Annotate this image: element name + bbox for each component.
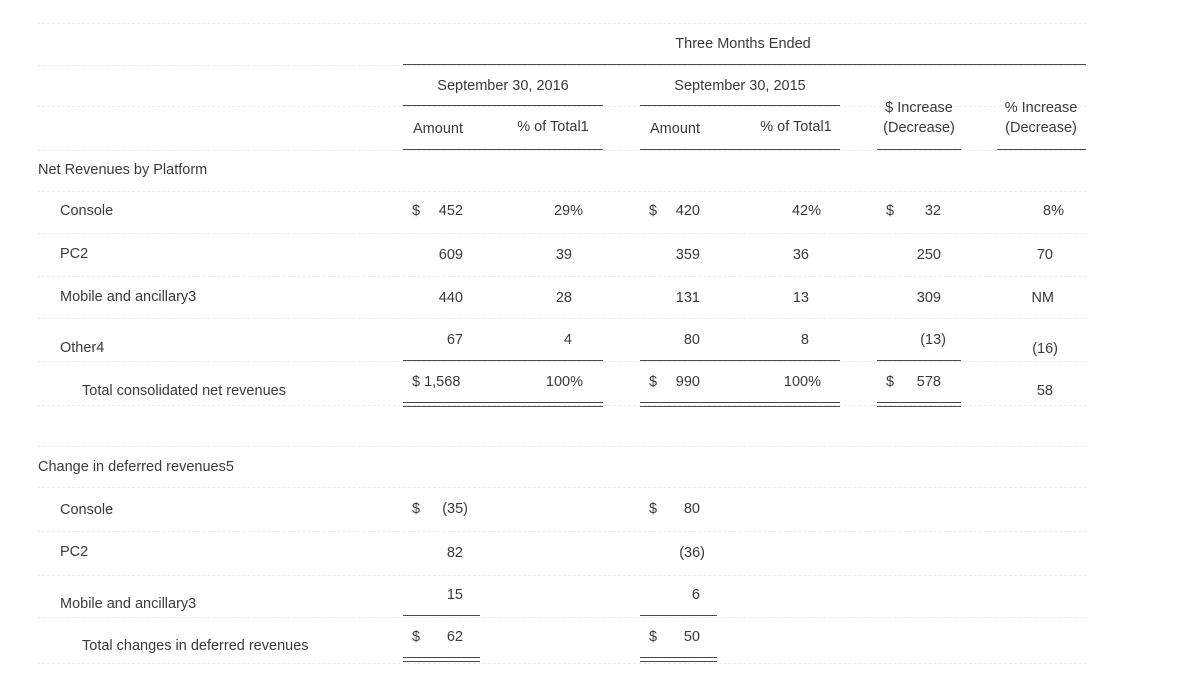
pct-2015: 36 [792,247,809,263]
col-2016-rule [403,105,603,106]
currency-symbol: $ [886,374,895,390]
currency-symbol: $ [412,501,421,517]
pct-2016: 29% [553,203,583,219]
amount-2015: 50 [683,629,700,645]
amount-2015: 6 [691,587,700,603]
pct-change: 58 [1036,383,1053,399]
row-divider [37,233,1087,234]
amount-2015: 990 [675,374,700,390]
total-double-rule [640,657,717,662]
currency-symbol: $ [412,629,421,645]
pct-2015: 8 [800,332,809,348]
amount-2015: 131 [675,290,700,306]
amount-2015: 359 [675,247,700,263]
section-heading-net-revenues: Net Revenues by Platform [38,162,208,178]
row-label: PC2 [60,544,89,560]
amount-2015: 80 [683,332,700,348]
row-divider [37,65,1087,66]
section-heading-deferred: Change in deferred revenues5 [38,459,234,475]
dollar-change: 578 [916,374,941,390]
currency-symbol: $ [649,374,658,390]
row-label: Console [60,203,114,219]
currency-symbol: $ [412,203,421,219]
subheader-rule [997,149,1086,150]
row-divider [37,575,1087,576]
total-double-rule [403,402,603,407]
amount-2016: 82 [446,545,463,561]
pct-total-header-2016: % of Total1 [517,119,589,135]
pct-2016: 28 [555,290,572,306]
row-divider [37,318,1087,319]
amount-2016: 609 [438,247,463,263]
subtotal-rule [640,615,717,616]
subheader-rule [640,149,840,150]
pct-increase-header: % Increase [1004,100,1078,116]
pct-2015: 42% [791,203,821,219]
amount-2015: 420 [675,203,700,219]
row-divider [37,276,1087,277]
row-label: Mobile and ancillary3 [60,596,197,612]
amount-2016: 15 [446,587,463,603]
amount-2016: 62 [446,629,463,645]
pct-change: NM [1031,290,1054,306]
subheader-rule [877,149,961,150]
pct-2015: 13 [792,290,809,306]
subtotal-rule [640,360,840,361]
col-2015-rule [640,105,840,106]
period-rule [403,64,1086,65]
pct-2015: 100% [783,374,821,390]
pct-2016: 100% [545,374,583,390]
row-label: Total changes in deferred revenues [82,638,309,654]
subtotal-rule [877,360,961,361]
subtotal-rule [403,615,480,616]
currency-symbol: $ [886,203,895,219]
total-double-rule [877,402,961,407]
pct-2016: 39 [555,247,572,263]
amount-2016: (35) [442,501,468,517]
period-header: Three Months Ended [675,36,811,52]
dollar-change: 32 [924,203,941,219]
amount-2016: 67 [446,332,463,348]
row-divider [37,663,1087,664]
amount-2016: $ 1,568 [412,374,461,390]
dollar-change: 250 [916,247,941,263]
subtotal-rule [403,360,603,361]
pct-total-header-2015: % of Total1 [760,119,832,135]
row-divider [37,150,1087,151]
pct-change: (16) [1032,341,1058,357]
total-double-rule [403,657,480,662]
dollar-decrease-header: (Decrease) [883,120,955,136]
amount-2016: 440 [438,290,463,306]
dollar-change: (13) [920,332,946,348]
row-label: Other4 [60,340,105,356]
row-divider [37,487,1087,488]
pct-2016: 4 [563,332,572,348]
subheader-rule [403,149,603,150]
dollar-increase-header: $ Increase [885,100,953,116]
row-divider [37,531,1087,532]
pct-change: 8% [1043,203,1064,219]
currency-symbol: $ [649,203,658,219]
currency-symbol: $ [649,501,658,517]
row-divider [37,191,1087,192]
amount-2016: 452 [438,203,463,219]
total-double-rule [640,402,840,407]
row-label: Mobile and ancillary3 [60,289,197,305]
amount-header-2015: Amount [650,121,700,137]
amount-2015: 80 [683,501,700,517]
row-label: Console [60,502,114,518]
currency-symbol: $ [649,629,658,645]
row-divider [37,23,1087,24]
amount-header-2016: Amount [413,121,463,137]
dollar-change: 309 [916,290,941,306]
row-divider [37,617,1087,618]
column-header-2015: September 30, 2015 [674,78,806,94]
amount-2015: (36) [679,545,705,561]
row-divider [37,446,1087,447]
row-divider [37,361,1087,362]
pct-change: 70 [1036,247,1053,263]
pct-decrease-header: (Decrease) [1005,120,1077,136]
row-label: PC2 [60,246,89,262]
row-label: Total consolidated net revenues [82,383,286,399]
column-header-2016: September 30, 2016 [437,78,569,94]
